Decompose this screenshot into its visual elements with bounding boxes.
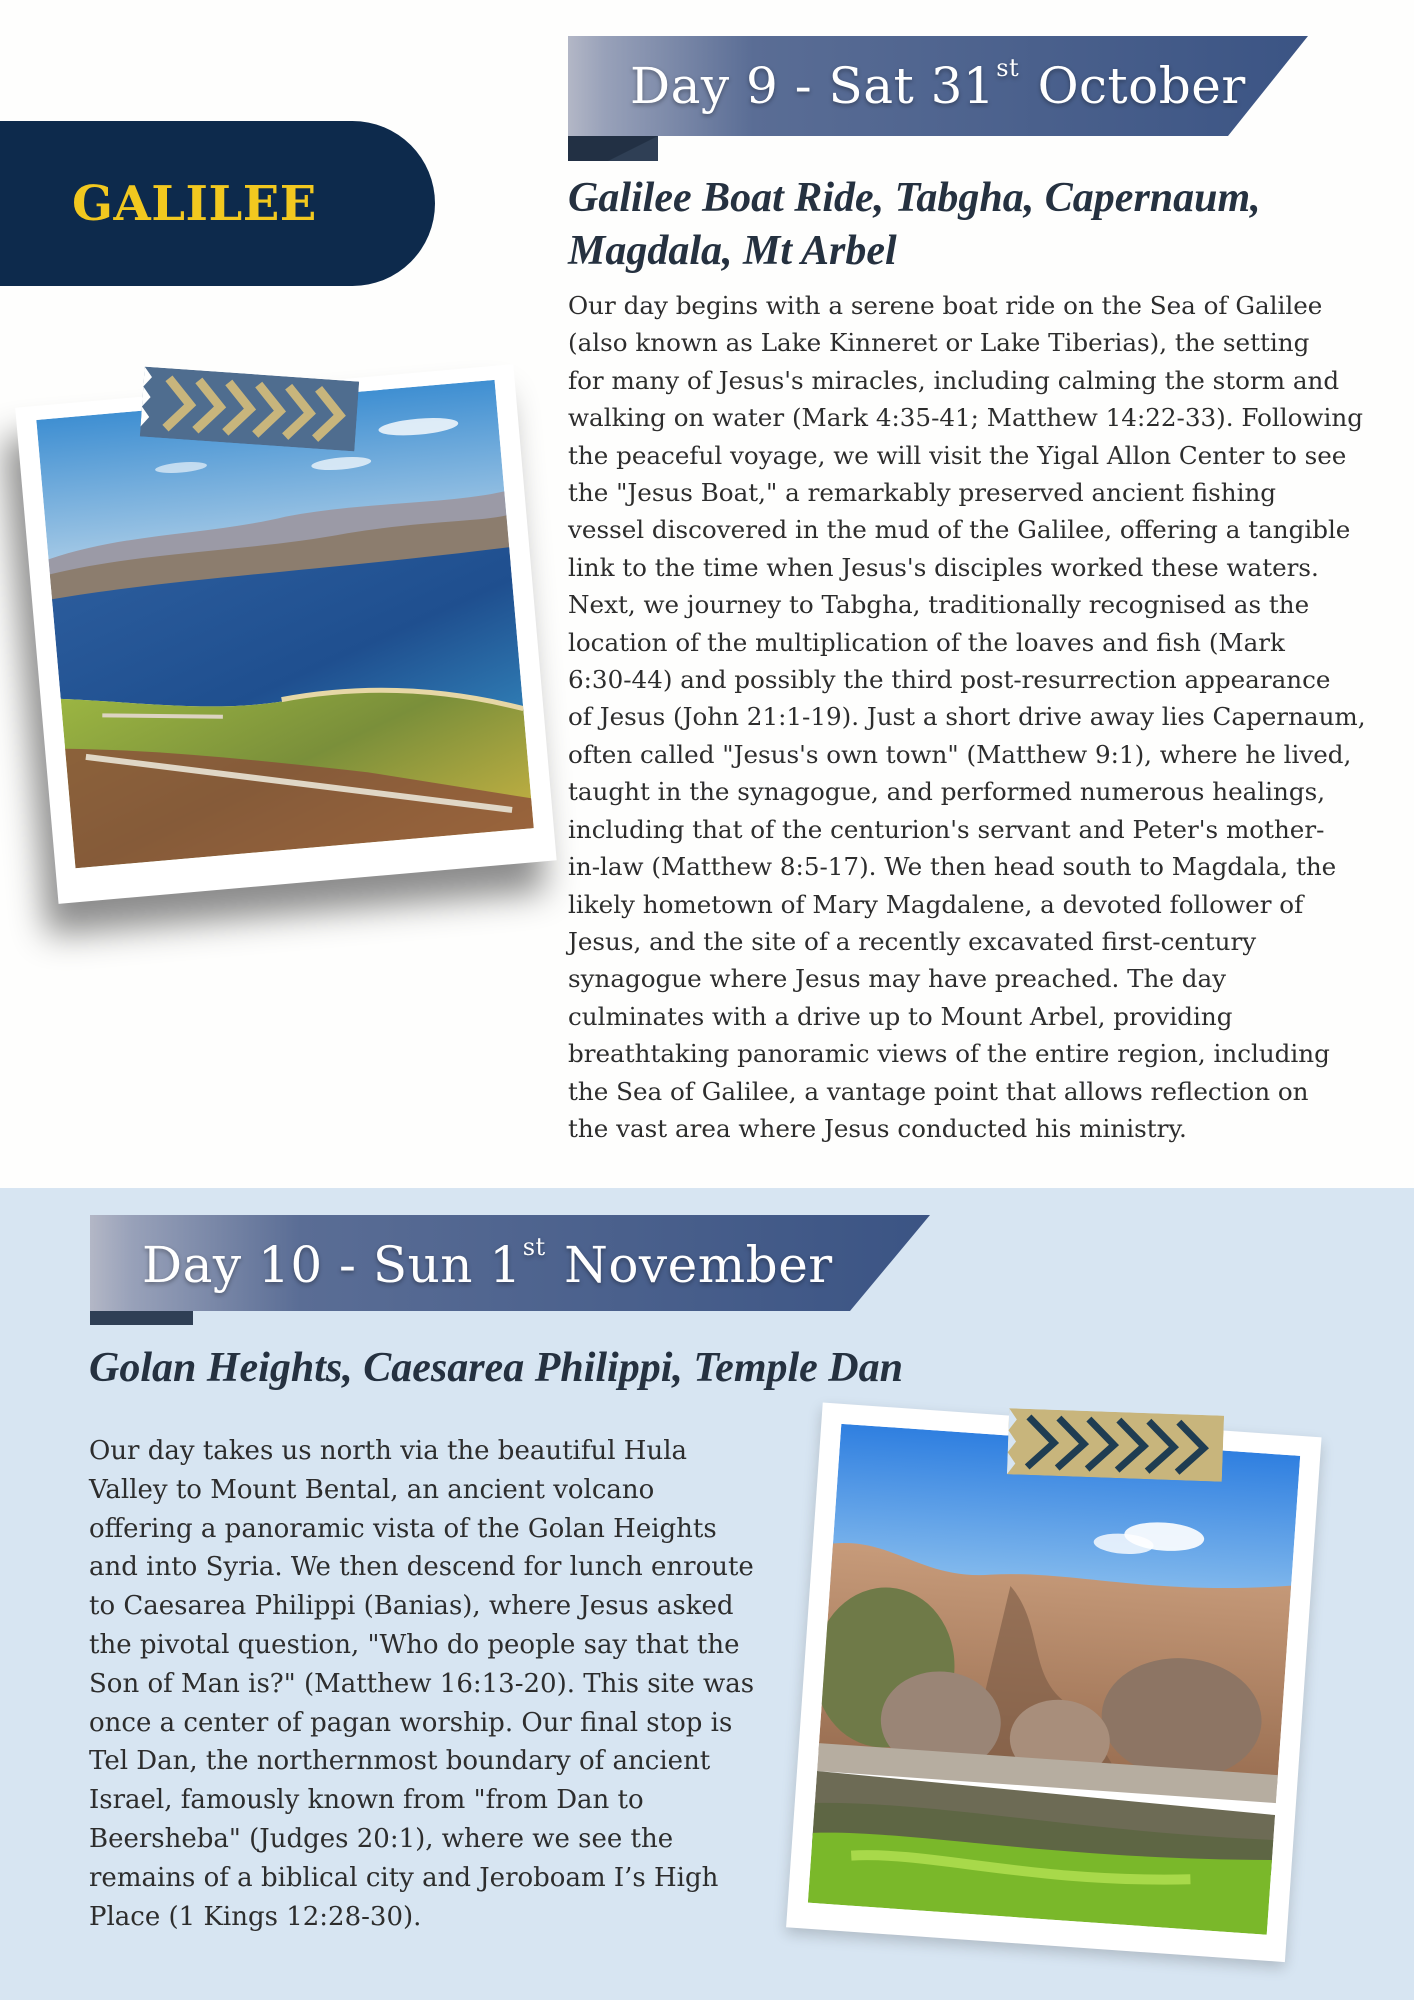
text-line: offering a panoramic vista of the Golan Heights	[89, 1513, 717, 1544]
text-line: Our day takes us north via the beautiful Hula	[89, 1436, 688, 1466]
day10-heading: Golan Heights, Caesarea Philippi, Temple Dan	[89, 1345, 903, 1391]
text-line: for many of Jesus's miracles, including calming the storm and	[568, 365, 1340, 395]
text-line: likely hometown of Mary Magdalene, a devoted follower of	[568, 889, 1304, 919]
text-line: walking on water (Mark 4:35-41; Matthew 14:22-33). Following	[568, 403, 1363, 433]
text-line: Valley to Mount Bental, an ancient volcano	[89, 1474, 655, 1505]
text-line: in-law (Matthew 8:5-17). We then head south to Magdala, the	[568, 852, 1337, 882]
text-line: Beersheba" (Judges 20:1), where we see the	[89, 1823, 674, 1854]
text-line: Our day begins with a serene boat ride on the Sea of Galilee	[568, 291, 1323, 320]
text-line: once a center of pagan worship. Our final stop is	[89, 1707, 733, 1738]
text-line: including that of the centurion's servant and Peter's mother-	[568, 814, 1325, 844]
text-line: link to the time when Jesus's disciples worked these waters.	[568, 552, 1319, 582]
text-line: the pivotal question, "Who do people say that the	[89, 1629, 740, 1660]
text-line: often called "Jesus's own town" (Matthew 9:1), where he lived,	[568, 739, 1352, 769]
text-line: 6:30-44) and possibly the third post-resurrection appearance	[568, 665, 1331, 695]
decorative-tape	[140, 367, 359, 452]
day9-banner	[568, 36, 1308, 161]
text-line: the vast area where Jesus conducted his ministry.	[568, 1113, 1187, 1143]
text-line: the Sea of Galilee, a vantage point that allows reflection on	[568, 1076, 1309, 1106]
text-line: synagogue where Jesus may have preached. The day	[568, 964, 1227, 994]
text-line: Next, we journey to Tabgha, traditionally recognised as the	[568, 590, 1310, 620]
lake-landscape-image	[36, 380, 533, 868]
text-line: the peaceful voyage, we will visit the Yigal Allon Center to see	[568, 440, 1347, 470]
text-line: to Caesarea Philippi (Banias), where Jesus asked	[89, 1591, 734, 1622]
text-line: Israel, famously known from "from Dan to	[89, 1785, 644, 1816]
text-line: taught in the synagogue, and performed numerous healings,	[568, 777, 1326, 807]
text-line: culminates with a drive up to Mount Arbel, providing	[568, 1001, 1233, 1031]
text-line: Jesus, and the site of a recently excavated first-century	[568, 926, 1257, 956]
day9-description	[568, 287, 1398, 1147]
day10-title: Day 10 - Sun 1 $^{st}$ November	[142, 1233, 833, 1294]
day9-title: Day 9 - Sat 31 $^{st}$ October	[630, 54, 1246, 115]
text-line: vessel discovered in the mud of the Galilee, offering a tangible	[568, 515, 1351, 545]
text-line: breathtaking panoramic views of the entire region, including	[568, 1039, 1330, 1069]
text-line: and into Syria. We then descend for lunch enroute	[89, 1552, 754, 1583]
text-line: remains of a biblical city and Jeroboam I’s High	[89, 1862, 719, 1893]
spring-landscape-image	[808, 1424, 1300, 1935]
decorative-tape	[1007, 1408, 1224, 1481]
day10-description	[89, 1432, 789, 1936]
text-line: (also known as Lake Kinneret or Lake Tiberias), the setting	[568, 328, 1310, 358]
day9-heading: Galilee Boat Ride, Tabgha, Capernaum, Magdala, Mt Arbel	[568, 175, 1261, 274]
day10-banner	[90, 1215, 930, 1325]
photo-frame	[786, 1402, 1321, 1962]
text-line: Tel Dan, the northernmost boundary of ancient	[89, 1746, 711, 1777]
region-tab	[0, 121, 435, 286]
text-line: of Jesus (John 21:1-19). Just a short drive away lies Capernaum,	[568, 702, 1366, 732]
region-label: GALILEE	[72, 175, 317, 232]
text-line: location of the multiplication of the loaves and fish (Mark	[568, 627, 1285, 657]
text-line: the "Jesus Boat," a remarkably preserved ancient fishing	[568, 478, 1277, 508]
text-line: Place (1 Kings 12:28-30).	[89, 1901, 422, 1932]
text-line: Son of Man is?" (Matthew 16:13-20). This site was	[89, 1668, 755, 1699]
banias-spring-photo	[786, 1402, 1341, 1957]
